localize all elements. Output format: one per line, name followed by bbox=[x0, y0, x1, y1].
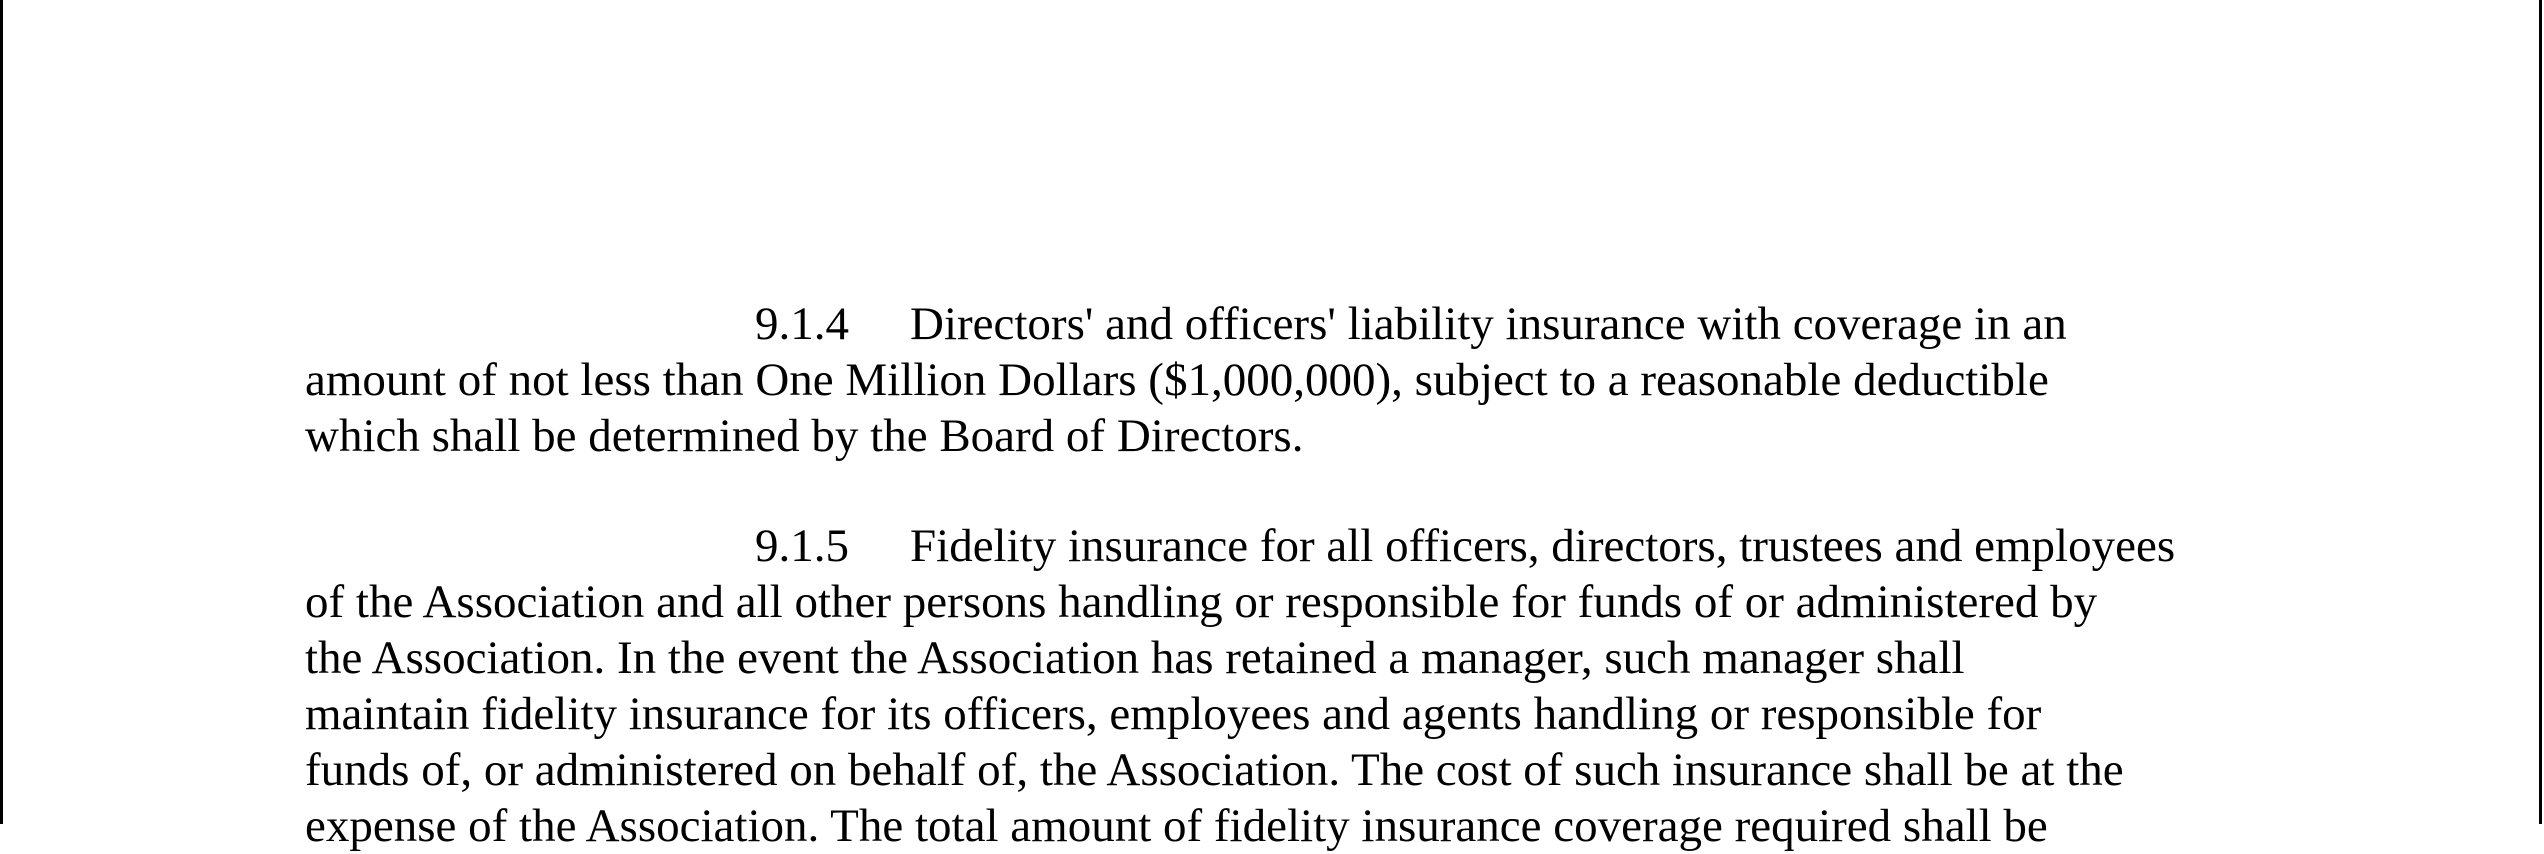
paragraph-line: Fidelity insurance for all officers, directors, trustees and employees bbox=[910, 520, 2176, 572]
page-left-edge bbox=[0, 0, 3, 824]
paragraph-line: maintain fidelity insurance for its officers, employees and agents handling or responsible for bbox=[305, 688, 2042, 740]
paragraph-line: which shall be determined by the Board of Directors. bbox=[305, 410, 1304, 462]
section-9-1-5-first-line bbox=[305, 518, 2175, 574]
paragraph-line: Directors' and officers' liability insurance with coverage in an bbox=[910, 298, 2067, 350]
paragraph-line: the Association. In the event the Association has retained a manager, such manager shall bbox=[305, 632, 1965, 684]
section-number: 9.1.5 bbox=[755, 520, 849, 572]
paragraph-line: funds of, or administered on behalf of, the Association. The cost of such insurance shall be at the bbox=[305, 744, 2124, 796]
paragraph-line: of the Association and all other persons handling or responsible for funds of or administered by bbox=[305, 576, 2098, 628]
section-9-1-4-first-line bbox=[305, 296, 2067, 352]
paragraph-line: amount of not less than One Million Dollars ($1,000,000), subject to a reasonable deductible bbox=[305, 354, 2049, 406]
page-right-edge bbox=[2539, 0, 2542, 824]
section-number: 9.1.4 bbox=[755, 298, 849, 350]
paragraph-line: expense of the Association. The total amount of fidelity insurance coverage required shall be bbox=[305, 800, 2048, 852]
